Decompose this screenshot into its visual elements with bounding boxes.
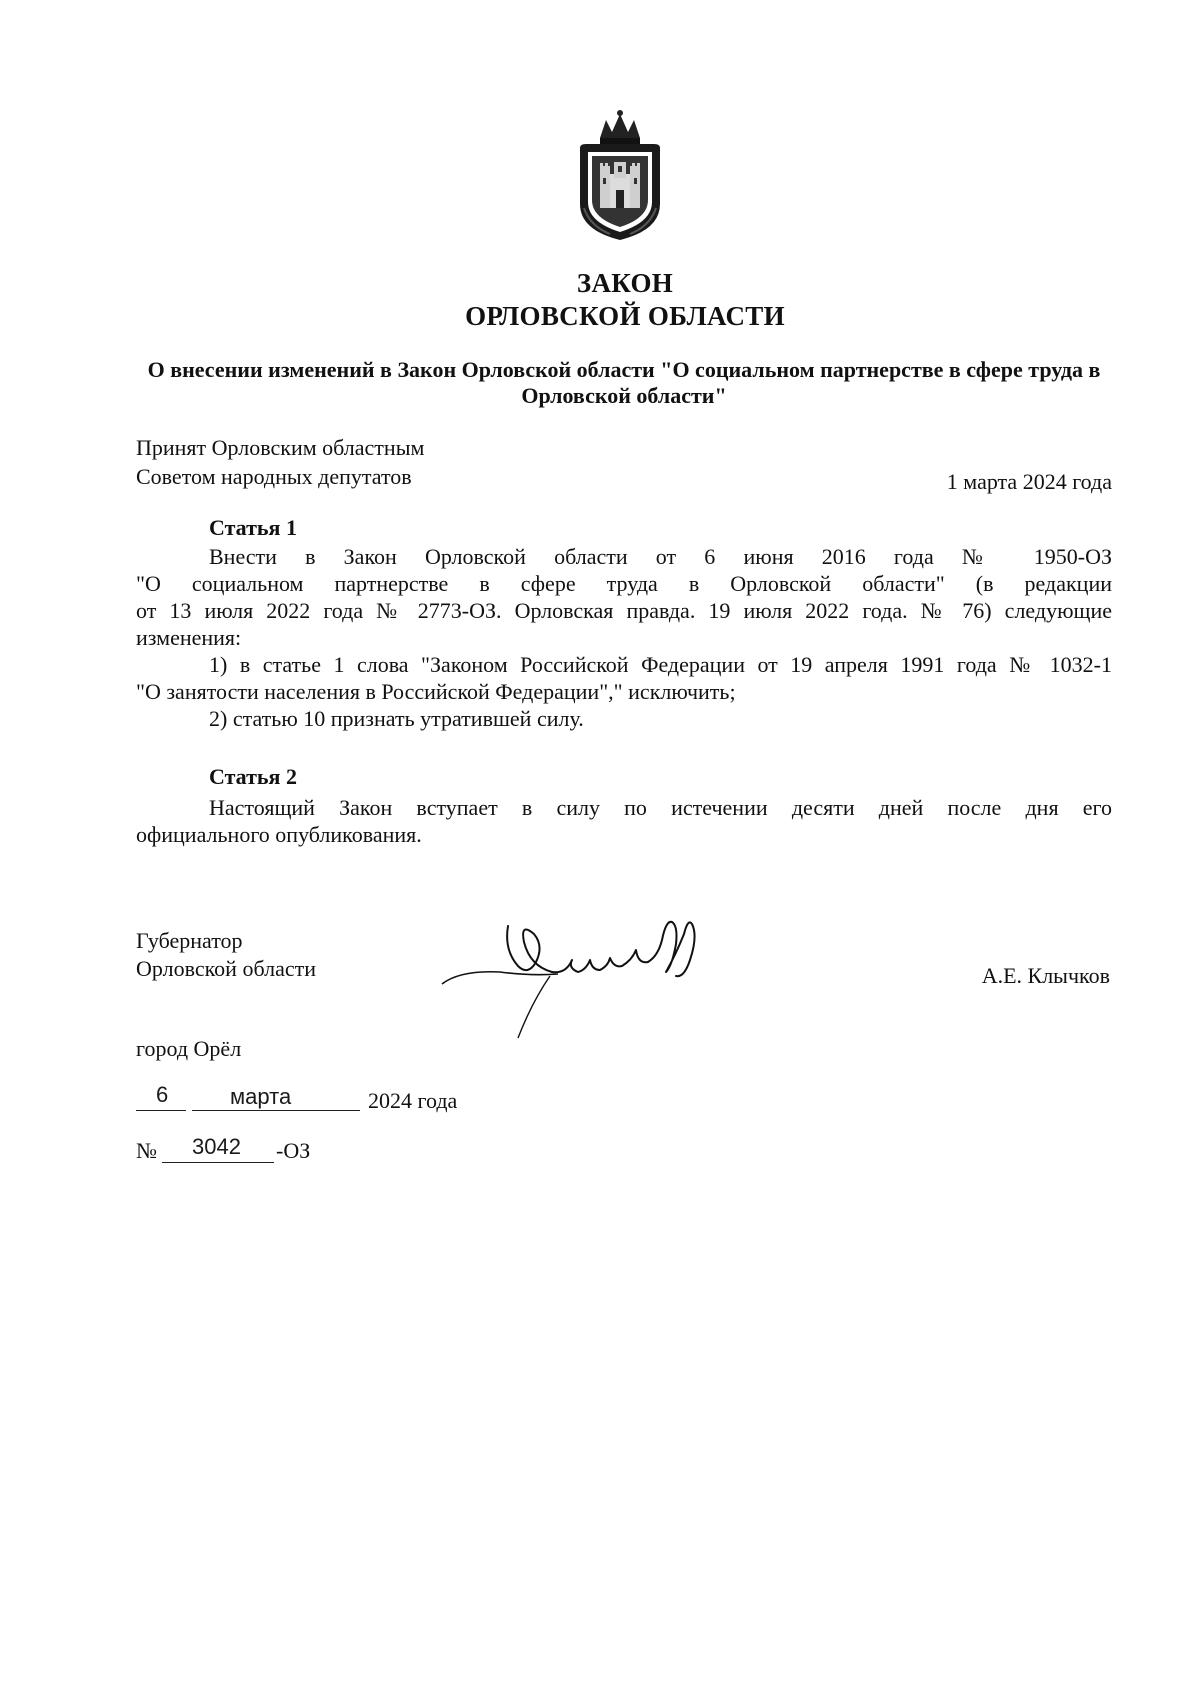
article2-body [136,794,1112,848]
number-underline [162,1162,274,1163]
month-handwritten: марта [230,1084,292,1109]
article1-heading: Статья 1 [209,515,297,540]
article1-item2: 2) статью 10 признать утратившей силу. [209,706,584,731]
article1-line: от 13 июля 2022 года № 2773-ОЗ. Орловская правда. 19 июля 2022 года. № 76) следующие [136,598,1112,623]
article1-line: "О социальном партнерстве в сфере труда в Орловской области" (в редакции [136,571,1112,596]
article2-heading: Статья 2 [209,764,297,789]
signatory-name: А.Е. Клычков [981,963,1110,988]
adoption-date: 1 марта 2024 года [946,469,1112,494]
handwritten-signature [440,910,720,1040]
signatory-position-line1: Губернатор [136,928,243,953]
article1-item1: 1) в статье 1 слова "Законом Российской Федерации от 19 апреля 1991 года № 1032-1 [209,652,1112,677]
number-suffix: -ОЗ [276,1138,311,1163]
adoption-line2: Советом народных депутатов [136,464,412,489]
coat-of-arms-emblem [570,108,670,244]
article1-body [136,543,1112,732]
city-name: город Орёл [136,1036,242,1061]
article1-line: Внести в Закон Орловской области от 6 июня 2016 года № 1950-ОЗ [209,544,1112,569]
number-prefix: № [136,1138,157,1163]
article2-line: Настоящий Закон вступает в силу по истечении десяти дней после дня его [209,795,1112,820]
document-title-line2: ОРЛОВСКОЙ ОБЛАСТИ [465,301,785,331]
day-underline [136,1110,186,1111]
month-underline [192,1110,360,1111]
year-text: 2024 года [368,1088,458,1113]
signatory-position-line2: Орловской области [136,956,316,981]
document-title-line1: ЗАКОН [576,268,674,298]
number-handwritten: 3042 [192,1134,241,1159]
day-handwritten: 6 [156,1082,169,1107]
adoption-line1: Принят Орловским областным [136,435,425,460]
article1-item1-cont: "О занятости населения в Российской Федерации"," исключить; [136,679,736,704]
document-subject: О внесении изменений в Закон Орловской области "О социальном партнерстве в сфере труда в Орловской области" [147,357,1101,408]
article2-line: официального опубликования. [136,822,422,847]
article1-line: изменения: [136,625,242,650]
